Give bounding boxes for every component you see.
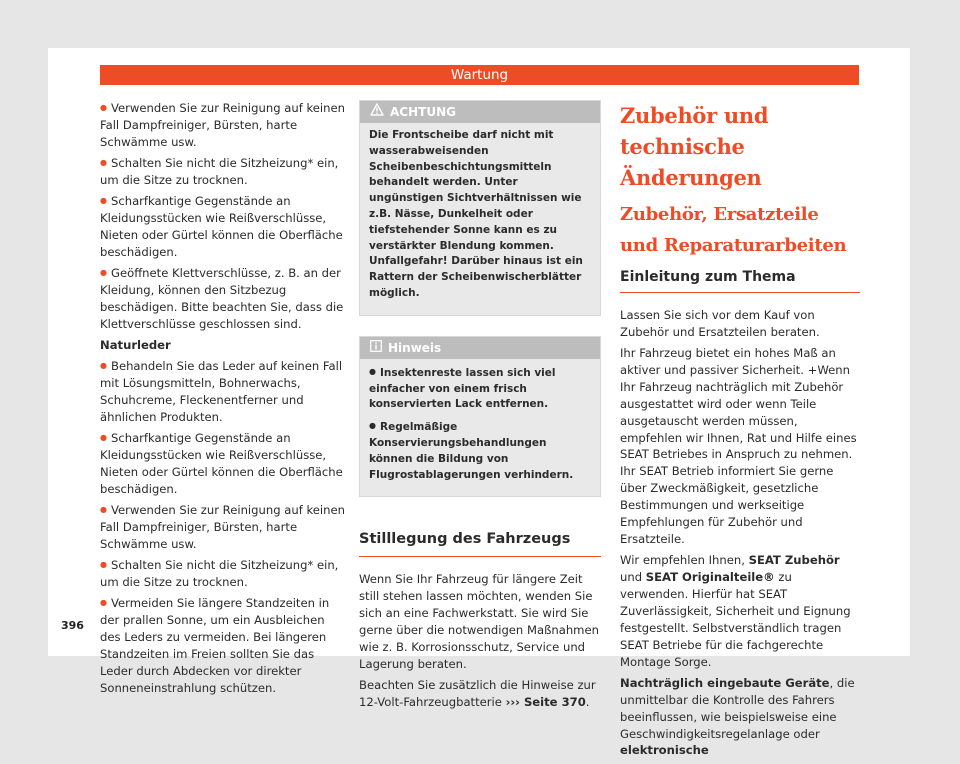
chapter-title: Zubehör und technische Änderungen [620, 103, 769, 190]
note-box [359, 336, 601, 498]
warning-box-header [360, 101, 600, 123]
note-item: ● Regelmäßige Konservierungsbehandlungen können die Bildung von Flugrostablagerungen verhindern. [369, 418, 591, 483]
subsection-title: Einleitung zum Thema [620, 269, 860, 293]
paragraph: Ihr Fahrzeug bietet ein hohes Maß an aktiver und passiver Sicherheit. +Wenn Ihr Fahrzeug nachträglich mit Zubehör ausgestattet wird oder wenn Teile ausgetauscht werden müssen, empfehlen wir Ihnen, Rat und Hilfe eines SEAT Betriebes in Anspruch zu nehmen. Ihr SEAT Betrieb informiert Sie gerne über Zweckmäßigkeit, gesetzliche Bestimmungen und werkseitige Empfehlungen für Zubehör und Ersatzteile. [620, 346, 857, 546]
page-number: 396 [61, 619, 84, 632]
warning-title: ACHTUNG [390, 105, 456, 119]
note-title: Hinweis [388, 340, 442, 355]
list-item: ● Schalten Sie nicht die Sitzheizung* ein, um die Sitze zu trocknen. [100, 557, 347, 591]
info-icon [370, 337, 382, 359]
list-item: ● Geöffnete Klettverschlüsse, z. B. an der Kleidung, können den Sitzbezug beschädigen. Bitte beachten Sie, dass die Klettverschlüsse geschlossen sind. [100, 265, 347, 333]
note-item: ● Insektenreste lassen sich viel einfacher von einem frisch konservierten Lack entfernen. [369, 364, 591, 413]
list-item: ● Scharfkantige Gegenstände an Kleidungsstücken wie Reißverschlüsse, Nieten oder Gürtel können die Oberfläche beschädigen. [100, 430, 347, 498]
list-item: ● Schalten Sie nicht die Sitzheizung* ein, um die Sitze zu trocknen. [100, 155, 347, 189]
page-header: Wartung [100, 65, 859, 85]
paragraph: Beachten Sie zusätzlich die Hinweise zur 12-Volt-Fahrzeugbatterie ››› Seite 370. [359, 677, 596, 709]
paragraph: Wenn Sie Ihr Fahrzeug für längere Zeit still stehen lassen möchten, wenden Sie sich an eine Fachwerkstatt. Sie wird Sie gerne über die notwendigen Maßnahmen wie z. B. Korrosionsschutz, Service und Lagerung beraten. [359, 572, 599, 671]
section-title: Stilllegung des Fahrzeugs [359, 531, 601, 557]
note-box-header [360, 337, 600, 359]
column-right [620, 100, 860, 764]
paragraph: Lassen Sie sich vor dem Kauf von Zubehör und Ersatzteilen beraten. [620, 307, 820, 339]
page-reference-link[interactable]: ››› Seite 370 [505, 694, 586, 709]
warning-triangle-icon [370, 101, 384, 123]
column-left [100, 100, 347, 701]
list-item: ● Behandeln Sie das Leder auf keinen Fall mit Lösungsmitteln, Bohnerwachs, Schuhcreme, Fleckenentferner und ähnlichen Produkten. [100, 358, 347, 426]
section-title: Zubehör, Ersatzteile und Reparaturarbeiten [620, 204, 847, 256]
warning-box [359, 100, 601, 316]
list-item: ● Verwenden Sie zur Reinigung auf keinen Fall Dampfreiniger, Bürsten, harte Schwämme usw. [100, 502, 347, 553]
column-middle [359, 100, 601, 715]
paragraph: Wir empfehlen Ihnen, SEAT Zubehör und SEAT Originalteile® zu verwenden. Hierfür hat SEAT Zuverlässigkeit, Sicherheit und Eignung festgestellt. Selbstverständlich tragen SEAT Betriebe für die fachgerechte Montage Sorge. [620, 553, 851, 669]
list-item: ● Verwenden Sie zur Reinigung auf keinen Fall Dampfreiniger, Bürsten, harte Schwämme usw. [100, 100, 347, 151]
subheading-naturleder: Naturleder [100, 337, 171, 352]
list-item: ● Scharfkantige Gegenstände an Kleidungsstücken wie Reißverschlüsse, Nieten oder Gürtel können die Oberfläche beschädigen. [100, 193, 347, 261]
paragraph: Nachträglich eingebaute Geräte, die unmittelbar die Kontrolle des Fahrers beeinflussen, wie beispielsweise eine Geschwindigkeitsregelanlage oder elektronische [620, 675, 855, 758]
list-item: ● Vermeiden Sie längere Standzeiten in der prallen Sonne, um ein Ausbleichen des Leders zu vermeiden. Bei längeren Standzeiten im Freien sollten Sie das Leder durch Abdecken vor direkter Sonneneinstrahlung schützen. [100, 595, 347, 696]
warning-text: Die Frontscheibe darf nicht mit wasserabweisenden Scheibenbeschichtungsmitteln behandelt werden. Unter ungünstigen Sichtverhältnissen wie z.B. Nässe, Dunkelheit oder tiefstehender Sonne kann es zu verstärkter Blendung kommen. Unfallgefahr! Darüber hinaus ist ein Rattern der Scheibenwischerblätter möglich. [369, 129, 583, 299]
